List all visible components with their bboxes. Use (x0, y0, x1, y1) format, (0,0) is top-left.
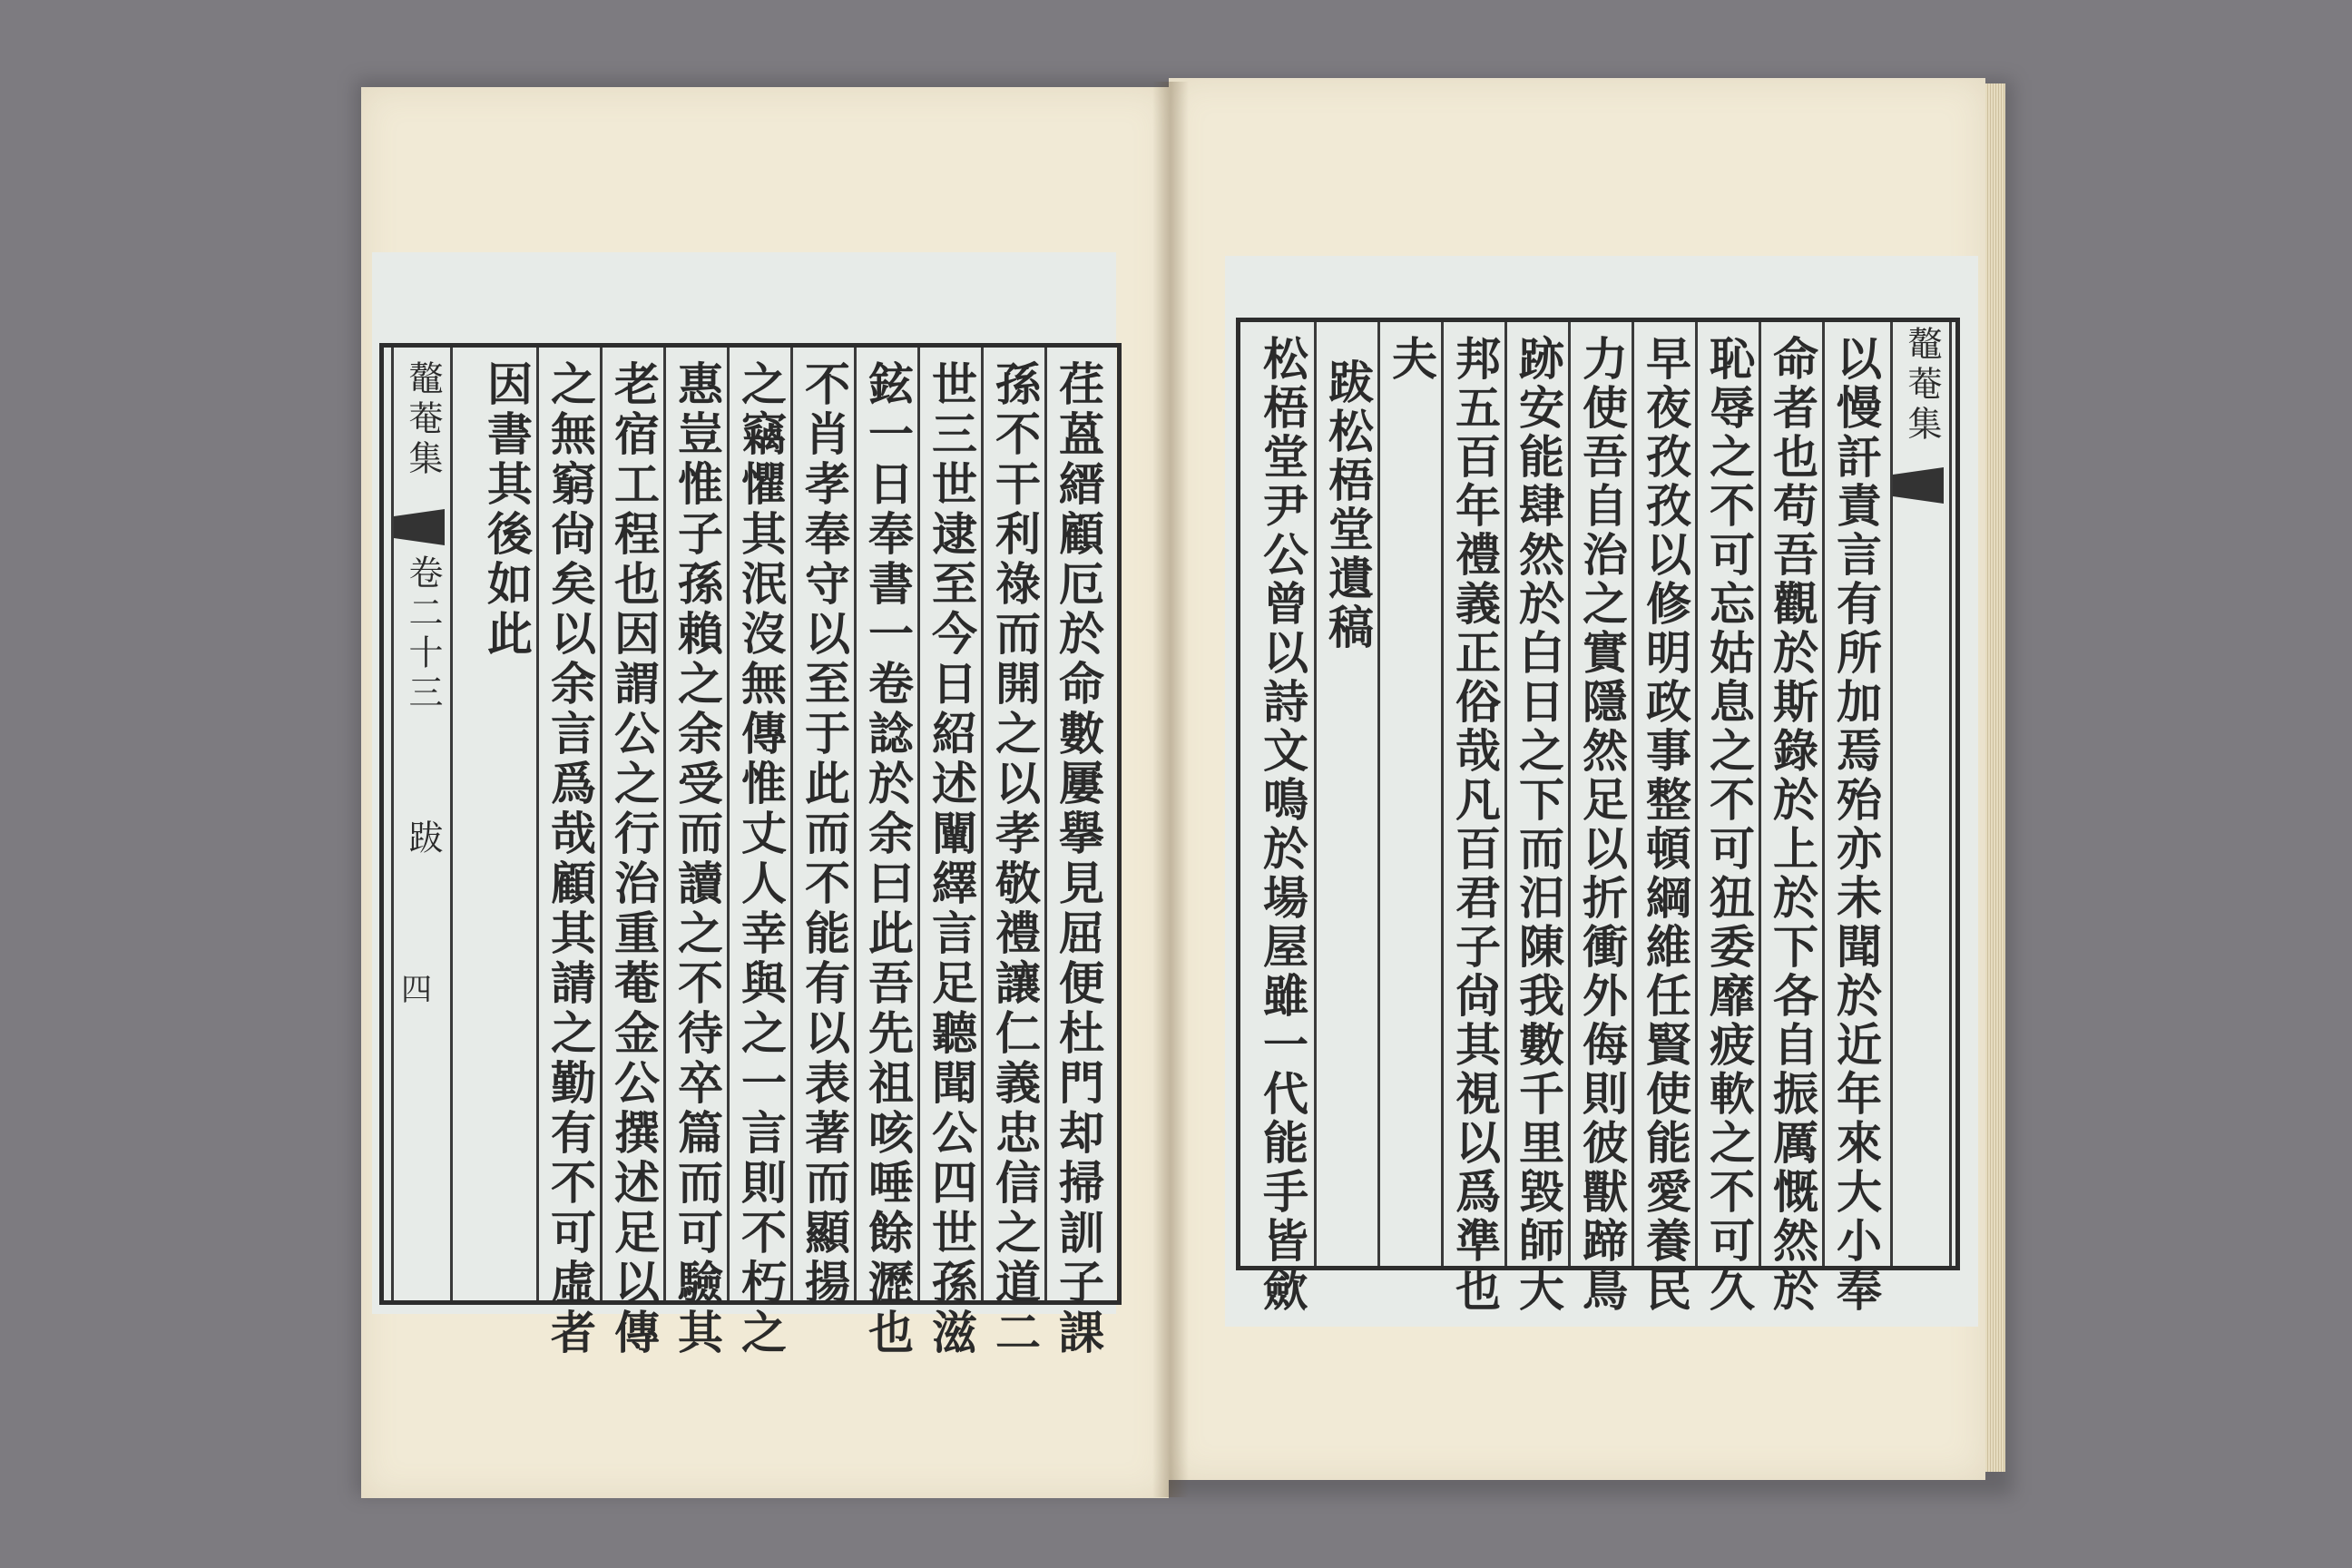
text-column: 力使吾自治之實隱然足以折衝外侮則彼獸蹄鳥 (1575, 335, 1629, 1315)
margin-volume: 卷二十三 (403, 554, 443, 714)
center-margin-column (391, 348, 453, 1300)
text-column: 不肖孝奉守以至于此而不能有以表著而顯揚 (798, 360, 851, 1308)
text-column: 命者也苟吾觀於斯錄於上於下各自振厲慨然於 (1766, 335, 1819, 1315)
text-column: 因書其後如此 (480, 360, 534, 660)
column-rule (1822, 322, 1825, 1266)
column-rule (1759, 322, 1761, 1266)
column-rule (1377, 322, 1380, 1266)
column-rule (1568, 322, 1571, 1266)
text-column: 之竊懼其泯沒無傳惟丈人幸與之一言則不朽之 (734, 360, 788, 1358)
left-text-frame (379, 343, 1122, 1358)
column-rule (1314, 322, 1317, 1266)
column-rule (981, 348, 984, 1300)
column-rule (1044, 348, 1047, 1300)
text-column: 邦五百年禮義正俗哉凡百君子尙其視以爲準也 (1448, 335, 1502, 1315)
column-rule (790, 348, 793, 1300)
column-rule (917, 348, 920, 1300)
text-column: 恥辱之不可忘姑息之不可狃委靡疲軟之不可久 (1702, 335, 1756, 1315)
fish-tail-ornament (394, 509, 445, 545)
text-column: 世三世逮至今日紹述闡繹言足聽聞公四世孫滋 (925, 360, 978, 1358)
book-gutter (1152, 82, 1189, 1497)
text-column: 之無窮尙矣以余言爲哉顧其請之勤有不可虛者 (544, 360, 597, 1358)
text-column: 跡安能肆然於白日之下而汨陳我數千里毀師大 (1512, 335, 1565, 1315)
margin-collection-title: 鼇菴集 (403, 360, 443, 480)
column-rule (663, 348, 666, 1300)
margin-leaf-number: 四 (401, 972, 432, 1008)
column-rule (1632, 322, 1634, 1266)
text-column: 松梧堂尹公曾以詩文鳴於場屋雖一代能手皆歛 (1256, 335, 1309, 1315)
column-rule (536, 348, 539, 1300)
text-column: 早夜孜孜以修明政事整頓綱維任賢使能愛養民 (1639, 335, 1692, 1315)
text-column: 鉉一日奉書一卷諗於余曰此吾先祖咳唾餘瀝也 (861, 360, 915, 1358)
margin-collection-title: 鼇菴集 (1902, 326, 1942, 446)
section-title: 跋松梧堂遺稿 (1321, 358, 1375, 652)
text-column: 荏蒕縉顧厄於命數屢擧見屈便杜門却掃訓子課 (1052, 360, 1105, 1358)
page-edges (1985, 83, 2005, 1472)
column-rule (727, 348, 730, 1300)
column-rule (1695, 322, 1698, 1266)
fish-tail-ornament (1893, 467, 1944, 504)
column-rule (1504, 322, 1507, 1266)
center-margin-column (1890, 322, 1952, 1266)
text-column: 老宿工程也因謂公之行治重菴金公撰述足以傳 (607, 360, 661, 1358)
right-text-frame (1236, 318, 1960, 1315)
text-column: 孫不干利祿而開之以孝敬禮讓仁義忠信之道二 (988, 360, 1042, 1358)
column-rule (854, 348, 857, 1300)
margin-section: 跋 (403, 819, 443, 859)
text-column: 惠豈惟子孫賴之余受而讀之不待卒篇而可驗其 (671, 360, 724, 1358)
column-rule (600, 348, 603, 1300)
text-column: 夫 (1385, 335, 1438, 384)
text-column: 以慢訐責言有所加焉殆亦未聞於近年來大小奉 (1829, 335, 1883, 1315)
column-rule (1441, 322, 1444, 1266)
